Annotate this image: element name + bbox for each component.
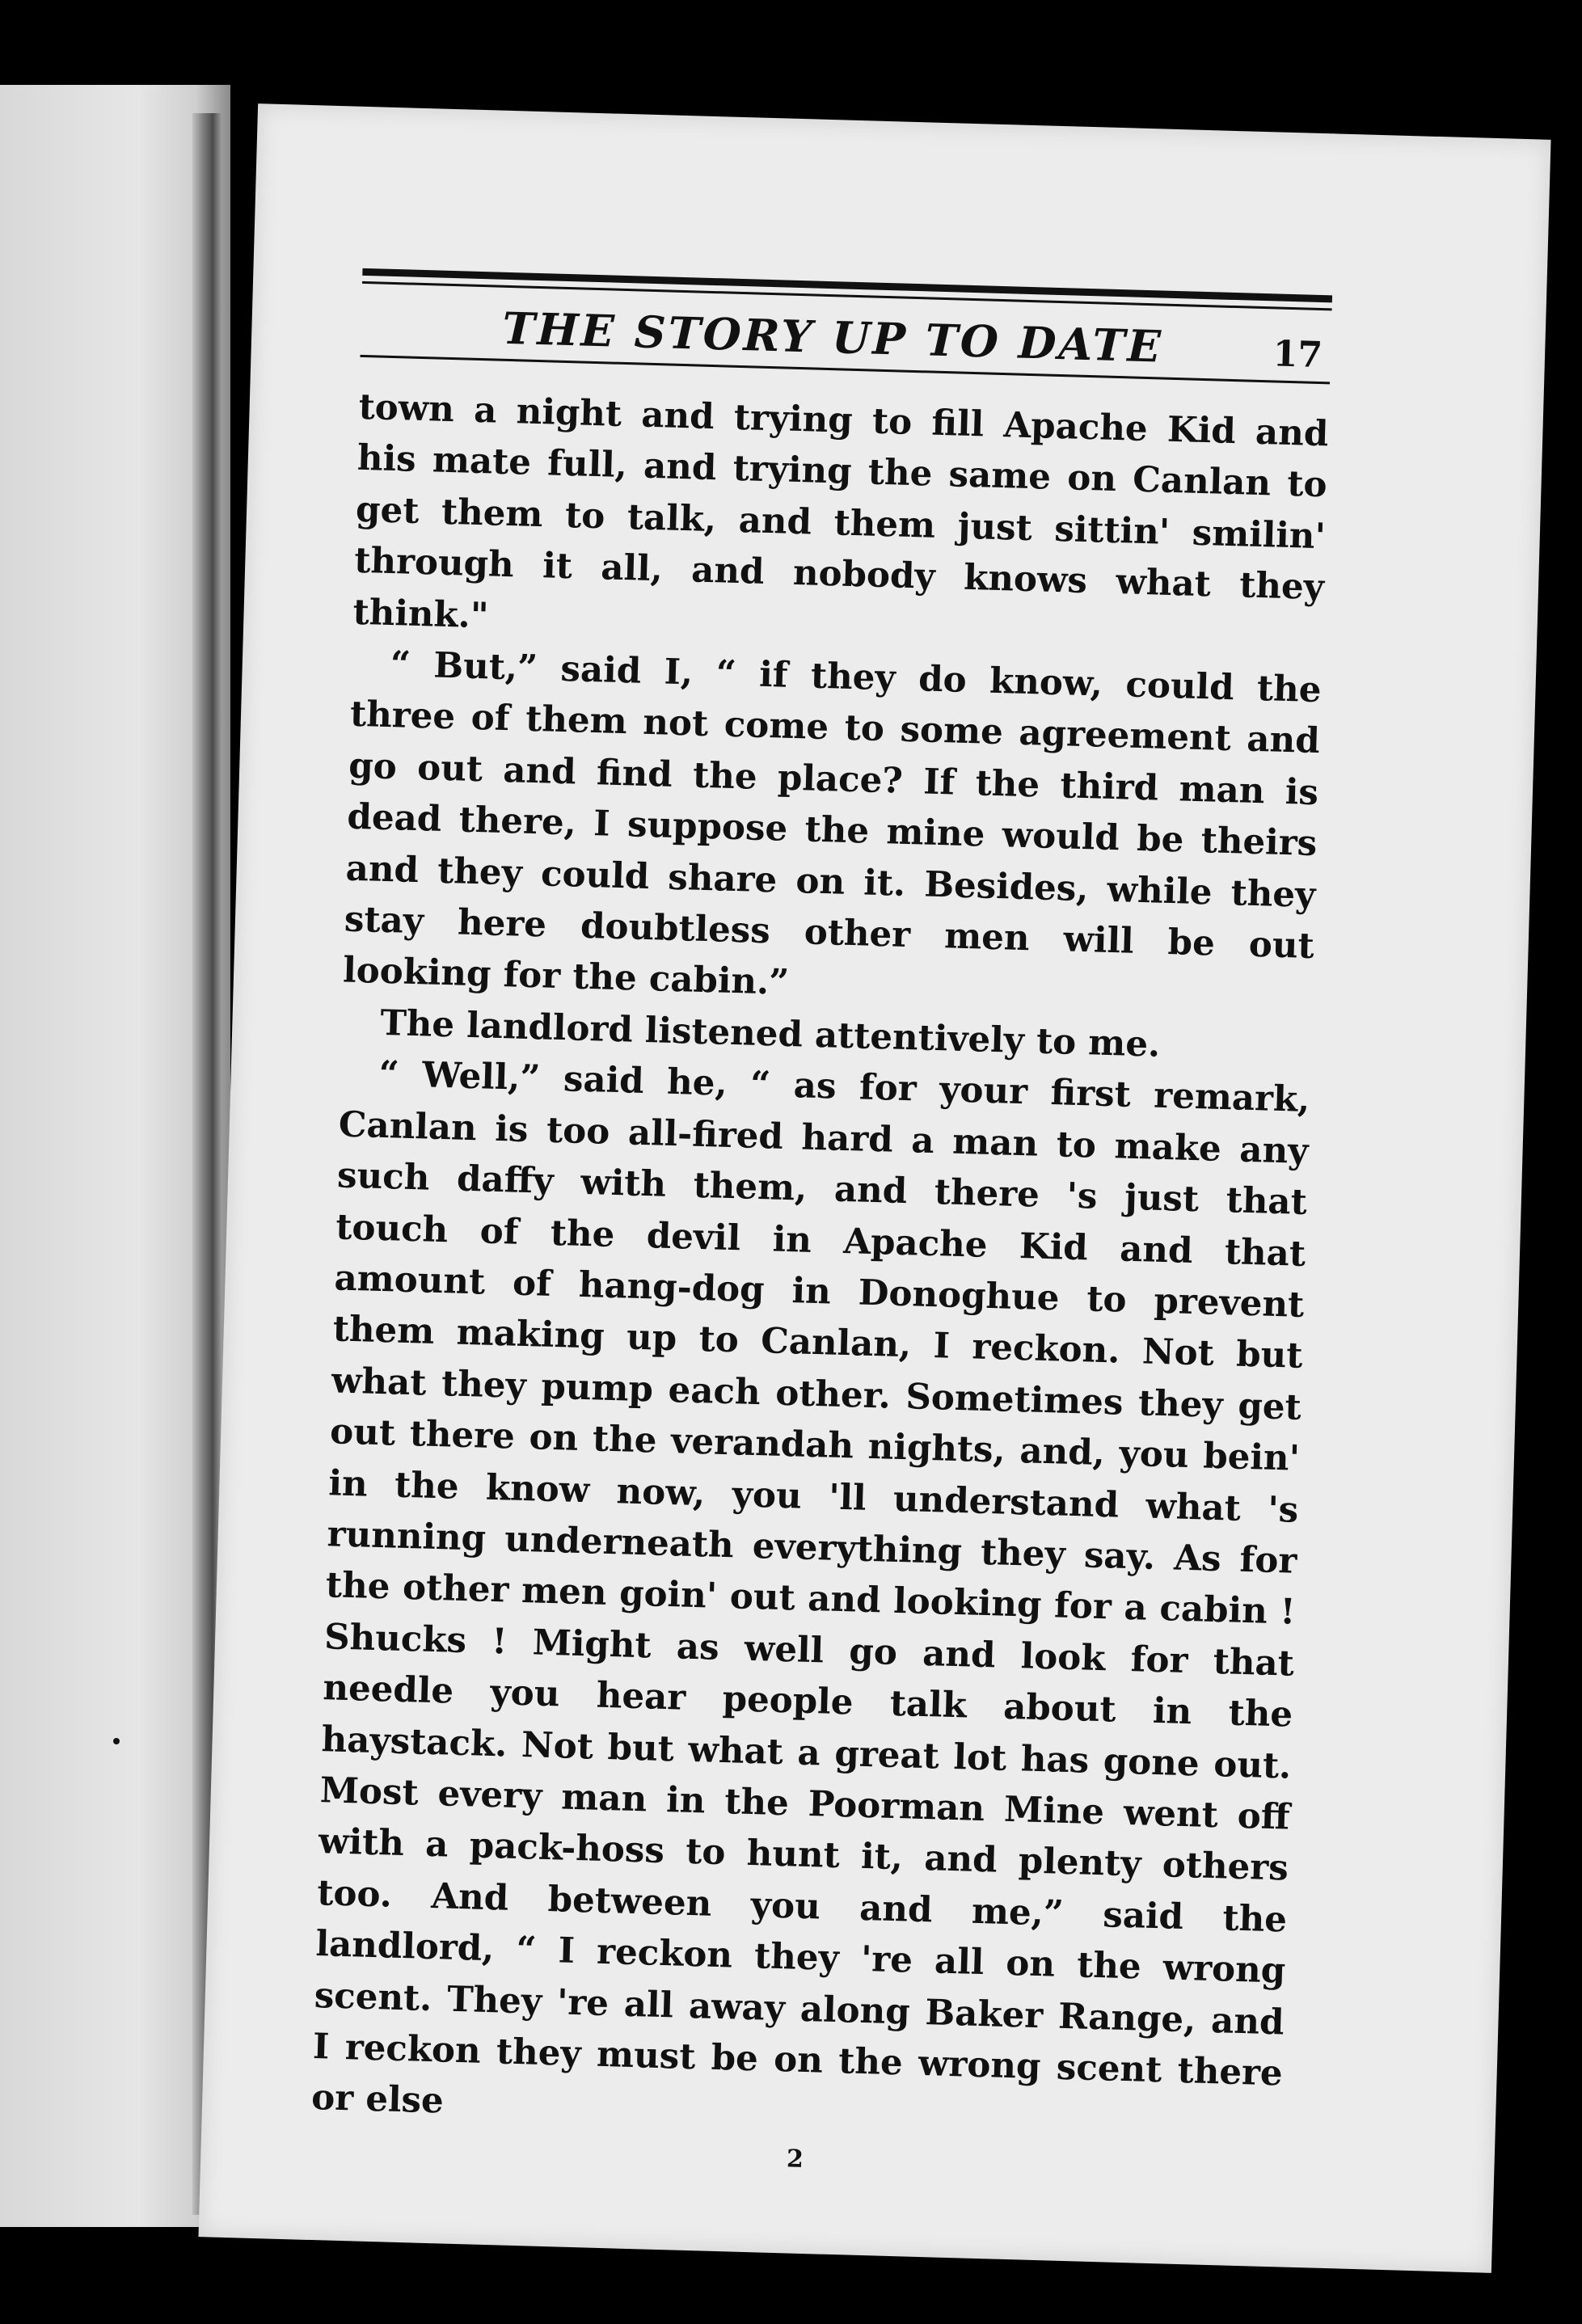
- body-text: [310, 382, 1329, 2150]
- running-head: THE STORY UP TO DATE: [501, 302, 1164, 373]
- paragraph: “ But,” said I, “ if they do know, could the three of them not come to some agreement and go out and find the place? If the third man is dead there, I suppose the mine would be theirs and they could share on it. Besides, while they stay here doubtless other men will be out looking for the cabin.”: [342, 643, 1323, 1004]
- page-content: [310, 268, 1332, 2187]
- page-number: 17: [1272, 333, 1323, 377]
- paragraph: The landlord listened attentively to me.: [379, 1002, 1161, 1065]
- dust-speck: [113, 1738, 120, 1744]
- paragraph: “ Well,” said he, “ as for your first remark, Canlan is too all-fired hard a man to make any such daffy with them, and there 's just that touch of the devil in Apache Kid and that amount of hang-dog in Donoghue to prevent them making up to Canlan, I reckon. Not but what they pump each other. Sometimes they get out there on the verandah nights, and, you bein' in the know now, you 'll understand what 's running underneath everything they say. As for the other men goin' out and looking for a cabin ! Shucks ! Might as well go and look for that needle you hear people talk about in the haystack. Not but what a great lot has gone out. Most every man in the Poorman Mine went off with a pack-hoss to hunt it, and plenty others too. And between you and me,” said the landlord, “ I reckon they 're all on the wrong scent. They 're all away along Baker Range, and I reckon they must be on the wrong scent there or else: [310, 1053, 1310, 2122]
- signature-mark: 2: [786, 2145, 804, 2174]
- book-page: [198, 103, 1550, 2273]
- paragraph: town a night and trying to fill Apache Kid and his mate full, and trying the same on Canlan to get them to talk, and them just sittin' smilin' through it all, and nobody knows what they think.": [352, 386, 1329, 637]
